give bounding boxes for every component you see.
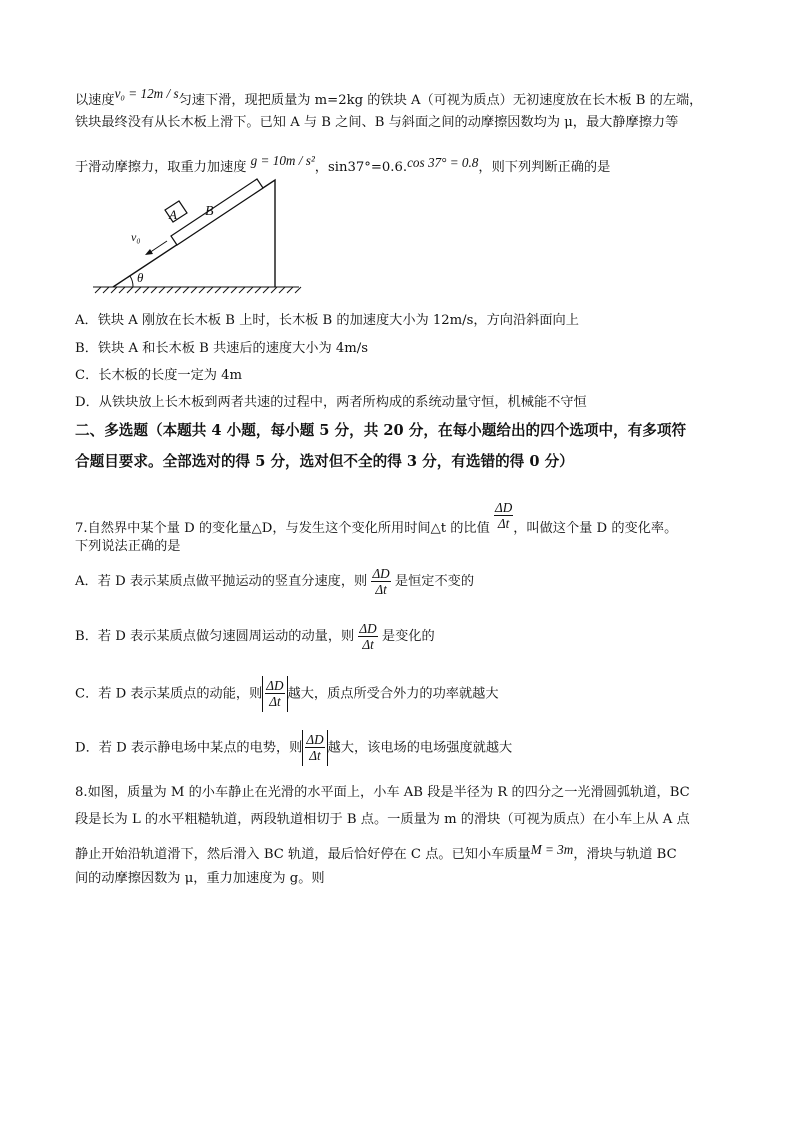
q7-a-fraction: $\frac{\Delta D}{\Delta t}$ <box>372 566 390 597</box>
q8-line-4: 间的动摩擦因数为 μ，重力加速度为 g。则 <box>75 871 325 886</box>
q6-stem-text: 于滑动摩擦力，取重力加速度 <box>75 160 247 175</box>
angle-arc <box>130 276 133 287</box>
ground-hatch <box>93 287 301 293</box>
q6-option-b: B．铁块 A 和长木板 B 共速后的速度大小为 4m/s <box>75 341 368 356</box>
q6-option-c: C．长木板的长度一定为 4m <box>75 368 243 383</box>
q6-stem-text: 以速度 <box>75 93 115 108</box>
q7-d-abs-fraction: $\frac{\Delta D}{\Delta t}$ <box>302 730 327 766</box>
q6-option-a: A．铁块 A 刚放在长木板 B 上时，长木板 B 的加速度大小为 12m/s，方向沿斜面向上 <box>75 313 579 328</box>
q7-rate-fraction: $\frac{\Delta D}{\Delta t}$ <box>494 500 513 531</box>
q7-option-b: B．若 D 表示某质点做匀速圆周运动的动量，则 $\frac{\Delta D}{\Delta t}$ 是变化的 <box>75 621 435 652</box>
q6-g-formula: g = 10m / s² <box>250 153 315 168</box>
q8-line-1: 8.如图，质量为 M 的小车静止在光滑的水平面上，小车 AB 段是半径为 R 的四分之一光滑圆弧轨道，BC <box>75 785 690 800</box>
section-heading-line-2: 合题目要求。全部选对的得 5 分，选对但不全的得 3 分，有选错的得 0 分） <box>75 453 574 470</box>
q6-cos-formula: cos 37° = 0.8 <box>407 155 479 170</box>
velocity-arrow <box>149 241 167 253</box>
q7-stem-text: 7.自然界中某个量 D 的变化量△D，与发生这个变化所用时间△t 的比值 <box>75 521 490 536</box>
q7-b-fraction: $\frac{\Delta D}{\Delta t}$ <box>359 621 377 652</box>
label-v0: v₀ <box>131 230 141 244</box>
q6-stem-text: 匀速下滑，现把质量为 m=2kg 的铁块 A（可视为质点）无初速度放在长木板 B 的左端， <box>178 93 703 108</box>
label-a: A <box>169 207 177 222</box>
q8-mass-formula: M = 3m <box>530 842 574 857</box>
label-b: B <box>205 204 214 219</box>
q6-stem-text: 铁块最终没有从长木板上滑下。已知 A 与 B 之间、B 与斜面之间的动摩擦因数均为 μ，最大静摩擦力等 <box>75 115 679 130</box>
velocity-arrowhead <box>145 249 153 255</box>
q8-line-3: 静止开始沿轨道滑下，然后滑入 BC 轨道，最后恰好停在 C 点。已知小车质量M = 3m，滑块与轨道 BC <box>75 842 677 862</box>
q6-stem-line-2 <box>75 113 678 133</box>
q8-line-2: 段是长为 L 的水平粗糙轨道，两段轨道相切于 B 点。一质量为 m 的滑块（可视为质点）在小车上从 A 点 <box>75 812 690 827</box>
q7-stem-text: ，叫做这个量 D 的变化率。 <box>513 521 678 536</box>
q7-option-c: C．若 D 表示某质点的动能，则 $\frac{\Delta D}{\Delta t}$ 越大，质点所受合外力的功率就越大 <box>75 676 499 713</box>
q6-option-d: D．从铁块放上长木板到两者共速的过程中，两者所构成的系统动量守恒，机械能不守恒 <box>75 395 587 410</box>
q7-option-d: D．若 D 表示静电场中某点的电势，则 $\frac{\Delta D}{\Delta t}$ 越大，该电场的电场强度就越大 <box>75 730 512 767</box>
label-theta: θ <box>137 270 144 285</box>
q7-option-a: A．若 D 表示某质点做平抛运动的竖直分速度，则 $\frac{\Delta D}{\Delta t}$ 是恒定不变的 <box>75 566 475 597</box>
section-heading-line-1: 二、多选题（本题共 4 小题，每小题 5 分，共 20 分，在每小题给出的四个选项中，有多项符 <box>75 422 687 439</box>
q6-stem-text: ，则下列判断正确的是 <box>478 160 611 175</box>
incline-figure <box>85 175 310 300</box>
q6-sin-text: ，sin37°=0.6. <box>314 160 408 175</box>
q6-stem-line-1 <box>75 84 702 111</box>
q6-v0-formula: v₀ = 12m / s <box>114 86 179 101</box>
q6-stem-line-3 <box>75 151 610 178</box>
q7-stem-line-2: 下列说法正确的是 <box>75 539 181 554</box>
q7-c-abs-fraction: $\frac{\Delta D}{\Delta t}$ <box>262 676 287 712</box>
